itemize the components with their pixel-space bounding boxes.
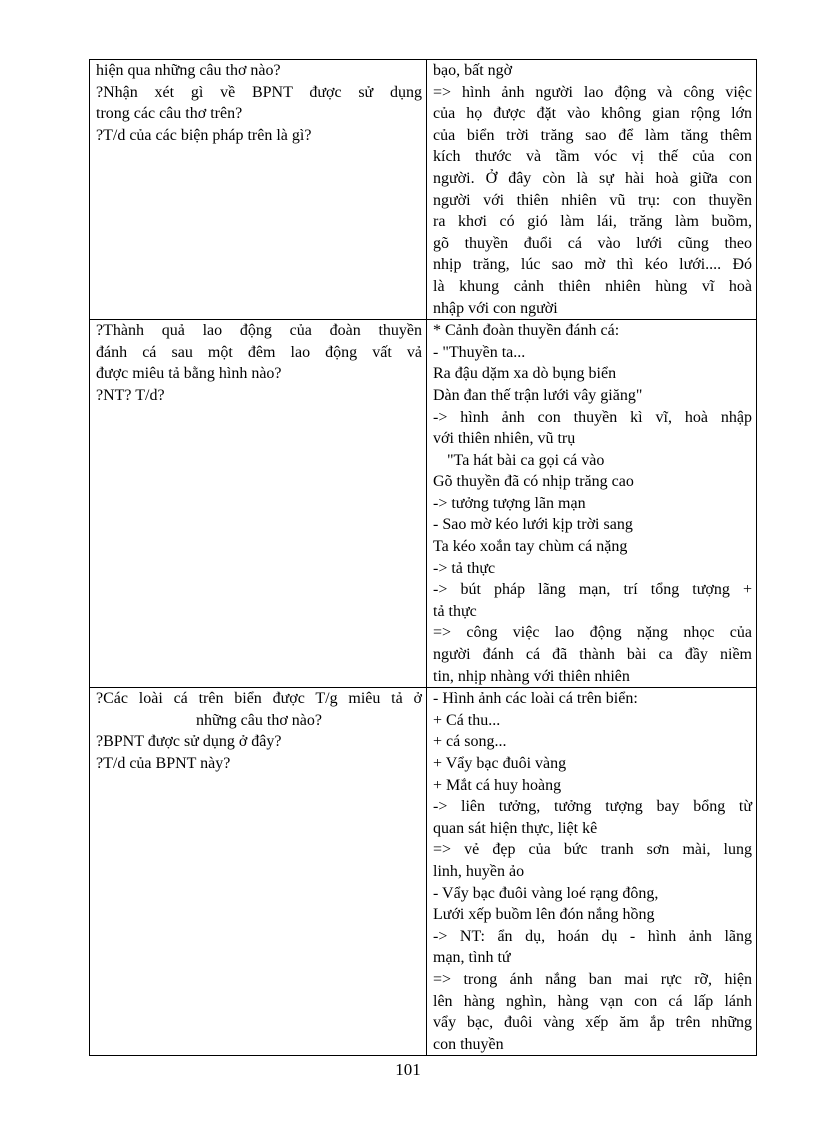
answer-line: Gõ thuyền đã có nhịp trăng cao [433, 473, 634, 491]
answer-line: => vẻ đẹp của bức tranh sơn mài, lung [433, 841, 752, 859]
answer-line: nhịp trăng, lúc sao mờ thì kéo lưới.... Đó [433, 256, 752, 274]
question-line: ?Các loài cá trên biển được T/g miêu tả ở [96, 690, 422, 708]
answer-line: quan sát hiện thực, liệt kê [433, 819, 598, 837]
table-row [90, 320, 757, 688]
question-line: ?T/d của các biện pháp trên là gì? [96, 126, 312, 144]
answer-line: - Hình ảnh các loài cá trên biển: [433, 690, 638, 708]
question-line: ?BPNT được sử dụng ở đây? [96, 733, 282, 751]
answer-line: -> NT: ẩn dụ, hoán dụ - hình ảnh lãng [433, 927, 752, 945]
question-line: ?T/d của BPNT này? [96, 755, 231, 772]
question-line: đánh cá sau một đêm lao động vất vả [96, 343, 422, 361]
answer-line: tin, nhịp nhàng với thiên nhiên [433, 667, 630, 685]
answer-line: Dàn đan thế trận lưới vây giăng" [433, 386, 643, 404]
question-cell [90, 688, 427, 1056]
answer-line: vẩy bạc, đuôi vàng xếp ăm ắp trên những [433, 1014, 752, 1032]
question-line: hiện qua những câu thơ nào? [96, 62, 281, 79]
answer-line: -> tưởng tượng lãn mạn [433, 494, 586, 512]
answer-line: Ta kéo xoắn tay chùm cá nặng [433, 538, 628, 556]
answer-line: của họ được đặt vào không gian rộng lớn [433, 105, 752, 123]
answer-line: + Vẩy bạc đuôi vàng [433, 755, 567, 772]
answer-line: -> bút pháp lãng mạn, trí tổng tượng + [433, 581, 752, 599]
answer-line: lên hàng nghìn, hàng vạn con cá lấp lánh [433, 992, 752, 1010]
answer-line: mạn, tình tứ [433, 949, 511, 967]
answer-line: kích thước và tầm vóc vị thế của con [433, 148, 752, 166]
question-line: ?Nhận xét gì về BPNT được sử dụng [96, 83, 422, 101]
answer-line: ra khơi có gió làm lái, trăng làm buồm, [433, 213, 752, 231]
answer-line: -> hình ảnh con thuyền kì vĩ, hoà nhập [433, 408, 752, 426]
answer-line: linh, huyền ảo [433, 862, 525, 880]
answer-line: Ra đậu dặm xa dò bụng biển [433, 365, 617, 383]
answer-line: => trong ánh nắng ban mai rực rỡ, hiện [433, 970, 752, 988]
answer-line: => công việc lao động nặng nhọc của [433, 624, 752, 642]
question-line: những câu thơ nào? [196, 711, 322, 729]
answer-line: người đánh cá đã thành bài ca đầy niềm [433, 646, 752, 664]
answer-line: với thiên nhiên, vũ trụ [433, 430, 576, 448]
lesson-table [89, 59, 757, 1056]
answer-line: - Sao mờ kéo lưới kịp trời sang [433, 516, 633, 534]
question-cell [90, 320, 427, 688]
answer-line: tả thực [433, 602, 477, 620]
question-cell [90, 60, 427, 320]
answer-line: của biển trời trăng sao để làm tăng thêm [433, 126, 752, 144]
answer-line: người. Ở đây còn là sự hài hoà giữa con [433, 169, 752, 187]
page-number: 101 [395, 1060, 421, 1079]
answer-line: là khung cảnh thiên nhiên hùng vĩ hoà [433, 277, 752, 295]
answer-line: -> liên tưởng, tưởng tượng bay bổng từ [433, 798, 752, 816]
answer-line: nhập với con người [433, 299, 558, 317]
table-row [90, 688, 757, 1056]
answer-line: bạo, bất ngờ [433, 62, 513, 79]
answer-line: => hình ảnh người lao động và công việc [433, 83, 752, 101]
answer-line: * Cảnh đoàn thuyền đánh cá: [433, 322, 620, 340]
answer-line: gõ thuyền đuổi cá vào lưới cũng theo [433, 234, 752, 252]
answer-line: người với thiên nhiên vũ trụ: con thuyền [433, 191, 752, 209]
question-line: ?NT? T/d? [96, 386, 165, 404]
answer-cell [427, 688, 757, 1056]
answer-line: Lưới xếp buồm lên đón nắng hồng [433, 906, 655, 924]
question-line: được miêu tả bằng hình nào? [96, 365, 282, 383]
answer-line: - Vẩy bạc đuôi vàng loé rạng đông, [433, 884, 659, 902]
table-row [90, 60, 757, 320]
answer-line: - "Thuyền ta... [433, 343, 526, 361]
answer-line: + Cá thu... [433, 711, 501, 729]
answer-line: + cá song... [433, 733, 507, 751]
answer-cell [427, 60, 757, 320]
question-line: trong các câu thơ trên? [96, 105, 243, 123]
answer-line: "Ta hát bài ca gọi cá vào [447, 451, 605, 469]
answer-cell [427, 320, 757, 688]
answer-line: con thuyền [433, 1035, 504, 1053]
answer-line: -> tả thực [433, 559, 496, 577]
answer-line: + Mắt cá huy hoàng [433, 776, 562, 794]
question-line: ?Thành quả lao động của đoàn thuyền [96, 322, 422, 340]
